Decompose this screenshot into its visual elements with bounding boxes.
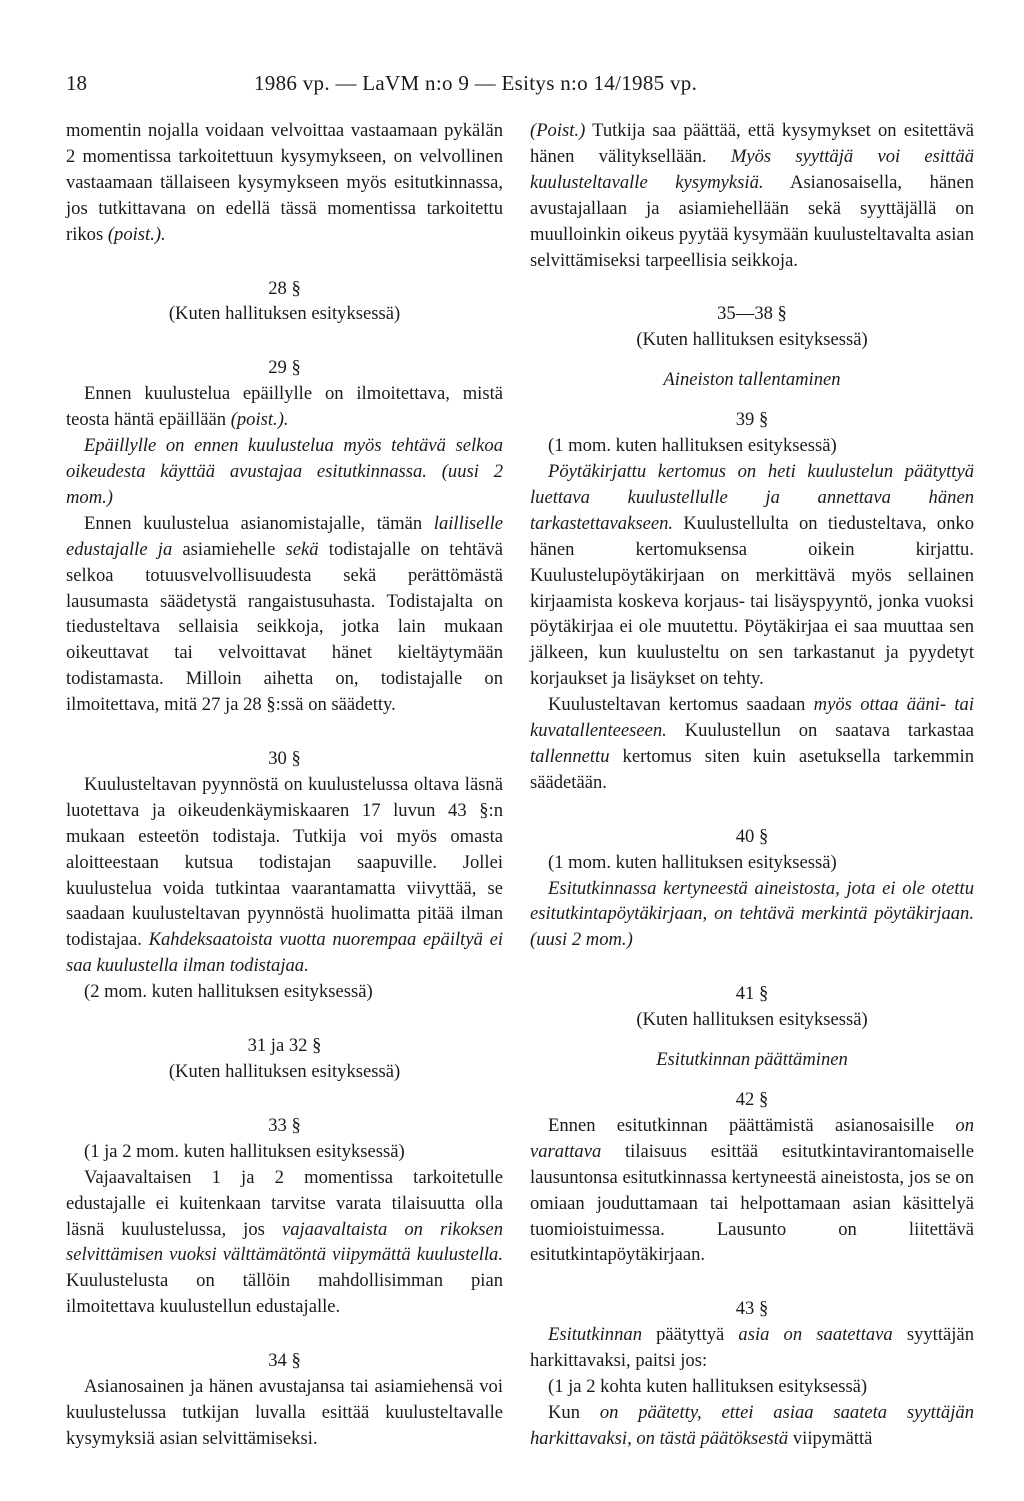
section-29-paragraph-1: Ennen kuulustelua epäillylle on ilmoitettava, mistä teosta häntä epäillään (poist.).: [66, 383, 503, 431]
section-heading-39: 39 §: [735, 409, 769, 431]
section-30-paragraph-1: Kuulusteltavan pyynnöstä on kuulustelussa oltava läsnä luotettava ja oikeudenkäymiskaaren 17 luvun 43 §:n mukaan esteetön todistaja. Tutkija voi myös omasta aloitteestaan kutsua todistajan saapuville. Jollei kuulustelua voida tutkintaa vaarantamatta viivyttää, se saadaan kuulusteltavan pyynnöstä huolimatta pitää ilman todistajaa. Kahdeksaatoista vuotta nuorempaa epäiltyä ei saa kuulustella ilman todistajaa.: [66, 773, 503, 977]
left-column: [66, 118, 503, 1452]
section-heading-42: 42 §: [735, 1089, 769, 1110]
section-43-note: (1 ja 2 kohta kuten hallituksen esityksessä): [548, 1376, 868, 1398]
section-43-paragraph-2: Kun on päätetty, ettei asiaa saateta syyttäjän harkittavaksi, on tästä päätöksestä viipymättä: [530, 1401, 974, 1449]
page-header: [0, 68, 1024, 98]
section-34-paragraph: Asianosainen ja hänen avustajansa tai asiamiehensä voi kuulustelussa tutkijan luvalla esittää kuulusteltavalle kysymyksiä asian selvittämiseksi.: [66, 1376, 503, 1449]
section-39-paragraph-1: Pöytäkirjattu kertomus on heti kuulustelun päätyttyä luettava kuulustellulle ja annettava hänen tarkastettavakseen. Kuulustellulta on tiedusteltava, onko hänen kertomuksensa oikein kirjattu. Kuulustelupöytäkirjaan on merkittävä myös sellainen kirjaamista koskeva korjaus- tai lisäyspyyntö, jonka vuoksi pöytäkirjaa ei ole muutettu. Pöytäkirjaa ei saa muuttaa sen jälkeen, kun kuulusteltu on sen tarkastanut ja pyydetyt korjaukset ja lisäykset on tehty.: [530, 460, 974, 690]
right-column: [530, 118, 974, 1452]
section-heading-30: 30 §: [268, 748, 301, 770]
section-40-note: (1 mom. kuten hallituksen esityksessä): [548, 851, 837, 873]
section-31-32-note: (Kuten hallituksen esityksessä): [168, 1061, 401, 1082]
section-heading-40: 40 §: [735, 825, 769, 847]
section-42-paragraph: Ennen esitutkinnan päättämistä asianosaisille on varattava tilaisuus esittää esitutkintavirantomaiselle lausuntonsa esitutkinnassa kertyneestä aineistosta, jos se on omiaan jouduttamaan tai helpottamaan asian käsittelyä tuomioistuimessa. Lausunto on liitettävä esitutkintapöytäkirjaan.: [530, 1114, 974, 1266]
section-heading-28: 28 §: [268, 277, 301, 299]
section-heading-29: 29 §: [268, 357, 301, 379]
section-heading-31-32: 31 ja 32 §: [247, 1035, 322, 1057]
section-39-paragraph-2: Kuulusteltavan kertomus saadaan myös ottaa ääni- tai kuvatallenteeseen. Kuulustellun on saatava tarkastaa tallennettu kertomus siten kuin asetuksella tarkemmin säädetään.: [530, 694, 975, 793]
section-40-paragraph: Esitutkinnassa kertyneestä aineistosta, jota ei ole otettu esitutkintapöytäkirjaan, on tehtävä merkintä pöytäkirjaan. (uusi 2 mom.): [530, 877, 974, 951]
section-heading-33: 33 §: [268, 1114, 301, 1136]
document-title: 1986 vp. — LaVM n:o 9 — Esitys n:o 14/1985 vp.: [254, 71, 698, 95]
section-29-paragraph-2: Epäillylle on ennen kuulustelua myös tehtävä selkoa oikeudesta käyttää avustajaa esitutkinnassa. (uusi 2 mom.): [66, 435, 503, 508]
section-29-paragraph-3: Ennen kuulustelua asianomistajalle, tämän lailliselle edustajalle ja asiamiehelle sekä todistajalle on tehtävä selkoa totuusvelvollisuudesta sekä perättömästä lausumasta säädetystä rangaistusuhasta. Todistajalta on tiedusteltava sellaisia seikkoja, jotka lain mukaan oikeuttavat tai velvoittavat hänet kieltäytymään todistamasta. Milloin aihetta on, todistajalle on ilmoitettava, mitä 27 ja 28 §:ssä on säädetty.: [66, 512, 503, 716]
section-39-note: (1 mom. kuten hallituksen esityksessä): [548, 435, 837, 457]
section-28-note: (Kuten hallituksen esityksessä): [168, 303, 401, 325]
section-43-paragraph-1: Esitutkinnan päätyttyä asia on saatettava syyttäjän harkittavaksi, paitsi jos:: [530, 1324, 974, 1372]
section-33-note: (1 ja 2 mom. kuten hallituksen esityksessä): [84, 1140, 405, 1162]
chapter-heading-aineiston-tallentaminen: Aineiston tallentaminen: [663, 369, 841, 391]
continuation-paragraph: (Poist.) Tutkija saa päättää, että kysymykset on esitettävä hänen välityksellään. Myös syyttäjä voi esittää kuulusteltavalle kysymyksiä. Asianosaisella, hänen avustajallaan ja asiamiehellään sekä syyttäjällä on muulloinkin oikeus pyytää kysymään kuulusteltavalta asian selvittämiseksi tarpeellisia seikkoja.: [530, 120, 974, 271]
section-heading-43: 43 §: [735, 1298, 769, 1320]
section-heading-41: 41 §: [735, 983, 769, 1005]
chapter-heading-esitutkinnan-paattaminen: Esitutkinnan päättäminen: [656, 1049, 848, 1071]
section-heading-34: 34 §: [268, 1350, 301, 1372]
section-35-38-note: (Kuten hallituksen esityksessä): [636, 329, 868, 351]
section-41-note: (Kuten hallituksen esityksessä): [636, 1009, 868, 1031]
page-number: 18: [66, 71, 87, 95]
section-30-paragraph-2: (2 mom. kuten hallituksen esityksessä): [84, 981, 373, 1003]
section-33-paragraph: Vajaavaltaisen 1 ja 2 momentissa tarkoitetulle edustajalle ei kuitenkaan tarvitse varata tilaisuutta olla läsnä kuulustelussa, jos vajaavaltaista on rikoksen selvittämisen vuoksi välttämätöntä viipymättä kuulustella. Kuulustelusta on tällöin mahdollisimman pian ilmoitettava kuulustellun edustajalle.: [66, 1166, 503, 1318]
section-heading-35-38: 35—38 §: [717, 303, 787, 325]
intro-paragraph: momentin nojalla voidaan velvoittaa vastaamaan pykälän 2 momentissa tarkoitettuun kysymykseen, on velvollinen vastaamaan tällaiseen kysymykseen myös esitutkinnassa, jos tutkittavana on edellä tässä momentissa tarkoitettu rikos (poist.).: [66, 120, 503, 245]
